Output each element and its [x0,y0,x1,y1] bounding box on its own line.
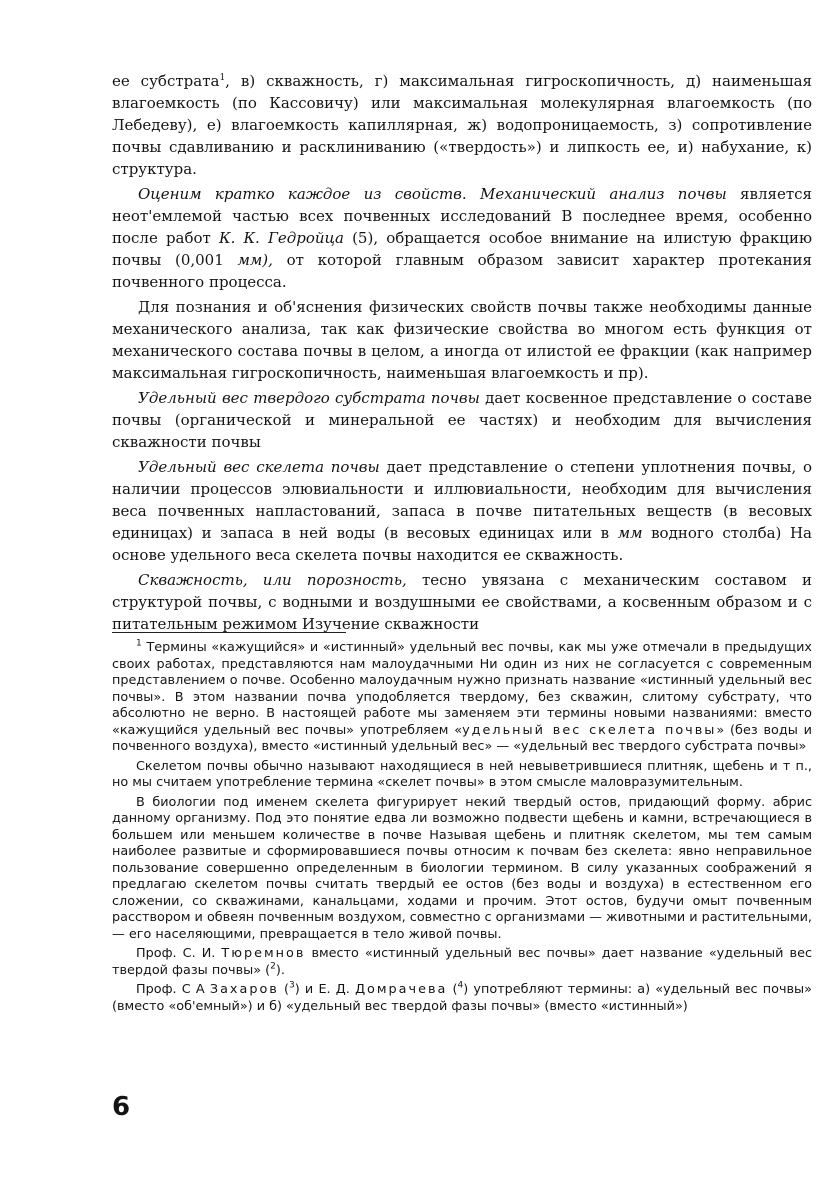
footnote-1: $^1$ Термины «кажущийся» и «истинный» удельный вес почвы, как мы уже отмечали в предыдущих своих работах, представляются нам малоудачными Ни один из них не согласуется с современным представлением о почве. Особенно малоудачным нужно признать название «истинный удельный вес почвы». В этом названии почва уподобляется твердому, без скважин, слитому субстрату, что абсолютно не верно. В настоящей работе мы заменяем эти термины новыми названиями: вместо «кажущийся удельный вес почвы» употребляем «удельный вес скелета почвы» (без воды и почвенного воздуха), вместо «истинный удельный вес» — «удельный вес твердого субстрата почвы» [112,638,812,754]
paragraph-skeleton-weight: Удельный вес скелета почвы дает представление о степени уплотнения почвы, о наличии процессов элювиальности и иллювиальности, необходим для вычисления веса почвенных напластований, запаса в почве питательных веществ (в весовых единицах) и запаса в ней воды (в весовых единицах или в мм водного столба) На основе удельного веса скелета почвы находится ее скважность. [112,458,813,564]
paragraph-solid-substrate: Удельный вес твердого субстрата почвы дает косвенное представление о составе почвы (органической и минеральной ее частях) и необходим для вычисления скважности почвы [112,389,812,451]
footnote-divider [112,632,346,633]
footnote-tyuremnov: Проф. С. И. Тюремнов вместо «истинный удельный вес почвы» дает название «удельный вес твердой фазы почвы» ($^2$). [112,946,812,978]
footnotes [112,640,812,1015]
footnote-biology: В биологии под именем скелета фигурирует некий твердый остов, придающий форму. абрис данному организму. Под это понятие едва ли возможно подвести щебень и камни, встречающиеся в большем или меньшем количестве в почве Называя щебень и плитняк скелетом, мы тем самым наиболее развитые и сформировавшиеся почвы относим к почвам без скелета: явно неправильное пользование совершенно определенным в биологии термином. В силу указанных соображений я предлагаю скелетом почвы считать твердый ее остов (без воды и воздуха) в естественном его сложении, со скважинами, канальцами, ходами и прочим. Этот остов, будучи омыт почвенным расствором и обвеян почвенным воздухом, совместно с организмами — животными и растительными,— его населяющими, превращается в тело живой почвы. [112,794,812,942]
paragraph-properties-list: ее субстрата$^1$, в) скважность, г) максимальная гигроскопичность, д) наименьшая влагоемкость (по Кассовичу) или максимальная молекулярная влагоемкость (по Лебедеву), е) влагоемкость капиллярная, ж) водопроницаемость, з) сопротивление почвы сдавливанию и расклиниванию («твердость») и липкость ее, и) набухание, к) структура. [112,72,813,178]
paragraph-porosity: Скважность, или порозность, тесно увязана с механическим составом и структурой почвы, с водными и воздушными ее свойствами, а косвенным образом и с питательным режимом Изучение скважности [112,571,812,633]
paragraph-physical-properties: Для познания и об'яснения физических свойств почвы также необходимы данные механического анализа, так как физические свойства во многом есть функция от механического состава почвы в целом, а иногда от илистой ее фракции (как например максимальная гигроскопичность, наименьшая влагоемкость и пр). [112,298,812,382]
footnote-marker: 1 [219,73,226,83]
page-number: 6 [112,1092,131,1122]
footnote-zakharov: Проф. С А Захаров ($^3$) и Е. Д. Домрачева ($^4$) употребляют термины: а) «удельный вес почвы» (вместо «об'емный») и б) «удельный вес твердой фазы почвы» (вместо «истинный») [112,980,812,1014]
footnote-number: 1 [136,638,142,649]
author-name: К. К. Гедройца [218,229,344,247]
footnote-skeleton-usage: Скелетом почвы обычно называют находящиеся в ней невыветрившиеся плитняк, щебень и т п., но мы считаем употребление термина «скелет почвы» в этом смысле маловразумительным. [112,758,812,790]
main-text [112,70,812,635]
paragraph-mechanical-analysis: Оценим кратко каждое из свойств. Механический анализ почвы является неот'емлемой частью всех почвенных исследований В последнее время, особенно после работ К. К. Гедройца (5), обращается особое внимание на илистую фракцию почвы (0,001 мм), от которой главным образом зависит характер протекания почвенного процесса. [112,185,813,291]
